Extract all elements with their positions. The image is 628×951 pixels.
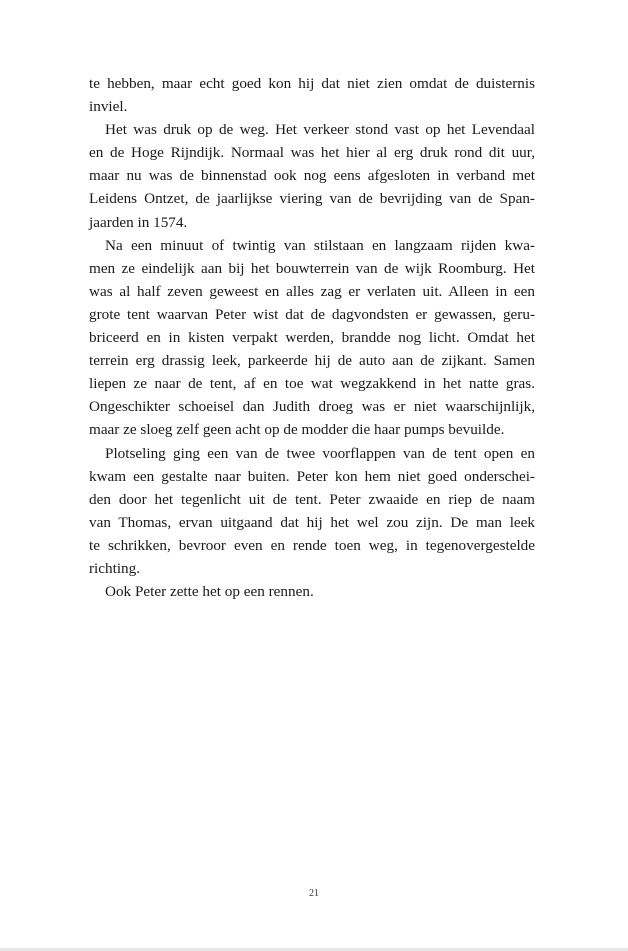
text-line: maar nu was de binnenstad ook nog eens afgesloten in verband met xyxy=(89,167,535,185)
text-line: kwam een gestalte naar buiten. Peter kon hem niet goed onderschei- xyxy=(89,467,535,485)
page-number: 21 xyxy=(309,888,319,899)
text-line: Na een minuut of twintig van stilstaan en langzaam rijden kwa- xyxy=(105,236,535,254)
text-line: te hebben, maar echt goed kon hij dat niet zien omdat de duisternis xyxy=(89,75,535,92)
text-line: Plotseling ging een van de twee voorflappen van de tent open en xyxy=(105,444,535,462)
text-line: terrein erg drassig leek, parkeerde hij de auto aan de zijkant. Samen xyxy=(89,352,535,370)
text-line: richting. xyxy=(89,559,141,577)
text-line: jaarden in 1574. xyxy=(89,213,188,231)
text-line: grote tent waarvan Peter wist dat de dagvondsten er gewassen, geru- xyxy=(89,305,535,323)
text-line: te schrikken, bevroor even en rende toen weg, in tegenovergestelde xyxy=(89,536,535,554)
text-line: inviel. xyxy=(89,98,128,116)
text-line: en de Hoge Rijndijk. Normaal was het hier al erg druk rond dit uur, xyxy=(89,144,535,162)
text-line: Ook Peter zette het op een rennen. xyxy=(105,583,314,601)
text-line: van Thomas, ervan uitgaand dat hij het wel zou zijn. De man leek xyxy=(89,513,535,531)
text-line: Ongeschikter schoeisel dan Judith droeg was er niet waarschijnlijk, xyxy=(89,398,535,416)
text-line: den door het tegenlicht uit de tent. Peter zwaaide en riep de naam xyxy=(89,490,535,508)
text-line: men ze eindelijk aan bij het bouwterrein van de wijk Roomburg. Het xyxy=(89,259,535,277)
text-line: maar ze sloeg zelf geen acht op de modder die haar pumps bevuilde. xyxy=(89,421,505,439)
text-line: Het was druk op de weg. Het verkeer stond vast op het Levendaal xyxy=(105,121,535,139)
body-text xyxy=(89,72,535,603)
text-line: was al half zeven geweest en alles zag er verlaten uit. Alleen in een xyxy=(89,282,535,300)
text-line: briceerd en in kisten verpakt werden, brandde nog licht. Omdat het xyxy=(89,329,535,347)
text-line: liepen ze naar de tent, af en toe wat wegzakkend in het natte gras. xyxy=(89,375,535,393)
text-line: Leidens Ontzet, de jaarlijkse viering van de bevrijding van de Span- xyxy=(89,190,535,208)
